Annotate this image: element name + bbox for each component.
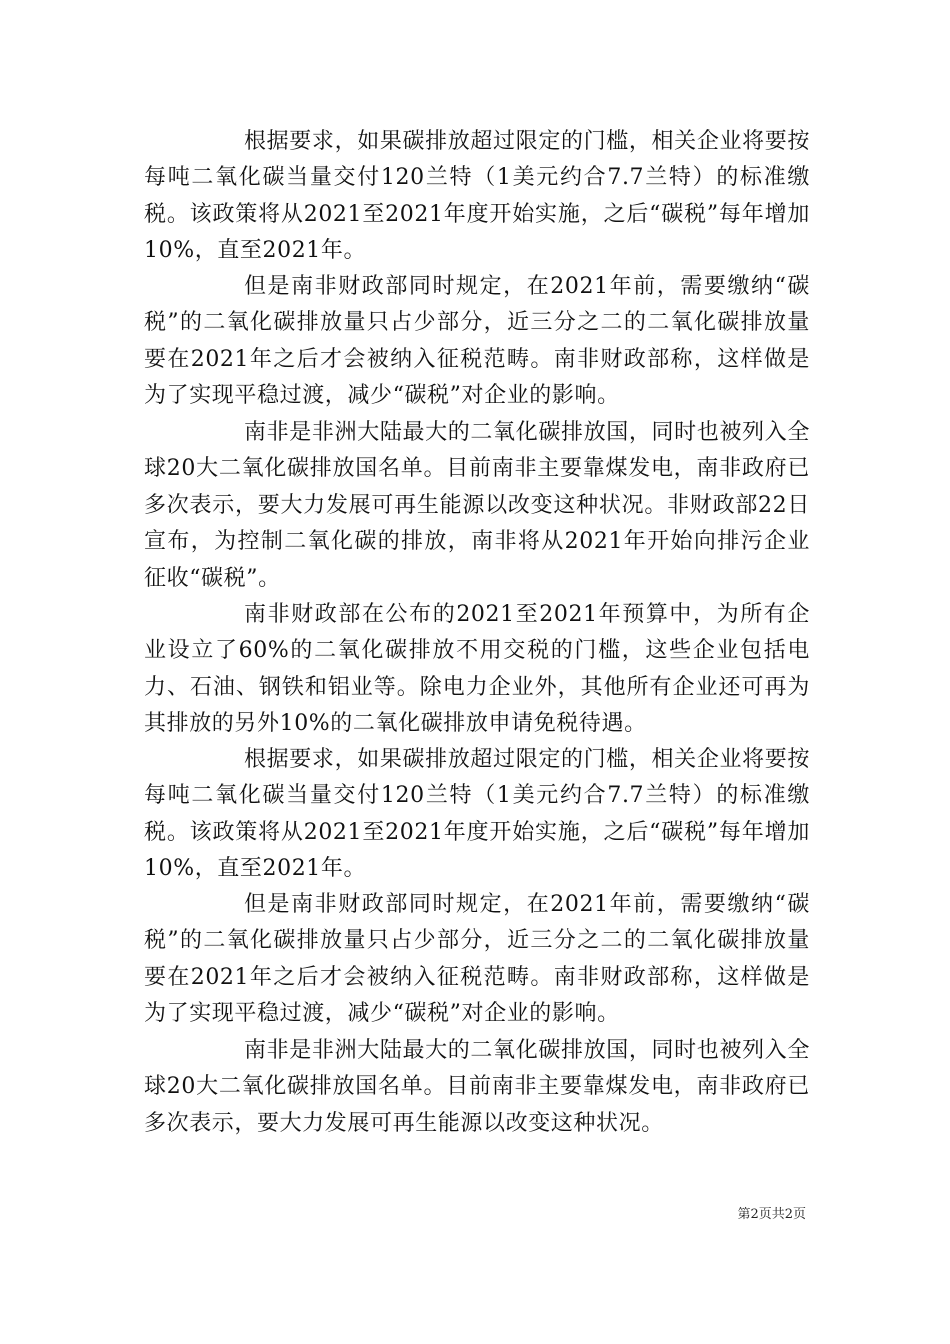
paragraph-budget-threshold: 南非财政部在公布的2021至2021年预算中，为所有企业设立了60%的二氧化碳排放不用交税的门槛，这些企业包括电力、石油、钢铁和铝业等。除电力企业外，其他所有企业还可再为其排放的另外10%的二氧化碳排放申请免税待遇。 <box>144 602 810 737</box>
paragraph-south-africa-emissions: 南非是非洲大陆最大的二氧化碳排放国，同时也被列入全球20大二氧化碳排放国名单。目前南非主要靠煤发电，南非政府已多次表示，要大力发展可再生能源以改变这种状况。非财政部22日宣布，为控制二氧化碳的排放，南非将从2021年开始向排污企业征收“碳税”。 <box>144 420 810 591</box>
paragraph-transition-rule: 但是南非财政部同时规定，在2021年前，需要缴纳“碳税”的二氧化碳排放量只占少部分，近三分之二的二氧化碳排放量要在2021年之后才会被纳入征税范畴。南非财政部称，这样做是为了实现平稳过渡，减少“碳税”对企业的影响。 <box>144 274 810 409</box>
paragraph-south-africa-emissions-repeat: 南非是非洲大陆最大的二氧化碳排放国，同时也被列入全球20大二氧化碳排放国名单。目前南非主要靠煤发电，南非政府已多次表示，要大力发展可再生能源以改变这种状况。 <box>144 1038 810 1136</box>
paragraph-transition-rule-repeat: 但是南非财政部同时规定，在2021年前，需要缴纳“碳税”的二氧化碳排放量只占少部分，近三分之二的二氧化碳排放量要在2021年之后才会被纳入征税范畴。南非财政部称，这样做是为了实现平稳过渡，减少“碳税”对企业的影响。 <box>144 892 810 1027</box>
paragraph-carbon-tax-rate-repeat: 根据要求，如果碳排放超过限定的门槛，相关企业将要按每吨二氧化碳当量交付120兰特（1美元约合7.7兰特）的标准缴税。该政策将从2021至2021年度开始实施，之后“碳税”每年增加10%，直至2021年。 <box>144 747 810 882</box>
paragraph-carbon-tax-rate: 根据要求，如果碳排放超过限定的门槛，相关企业将要按每吨二氧化碳当量交付120兰特（1美元约合7.7兰特）的标准缴税。该政策将从2021至2021年度开始实施，之后“碳税”每年增加10%，直至2021年。 <box>144 129 810 264</box>
page-number-footer: 第2页共2页 <box>737 1207 806 1222</box>
